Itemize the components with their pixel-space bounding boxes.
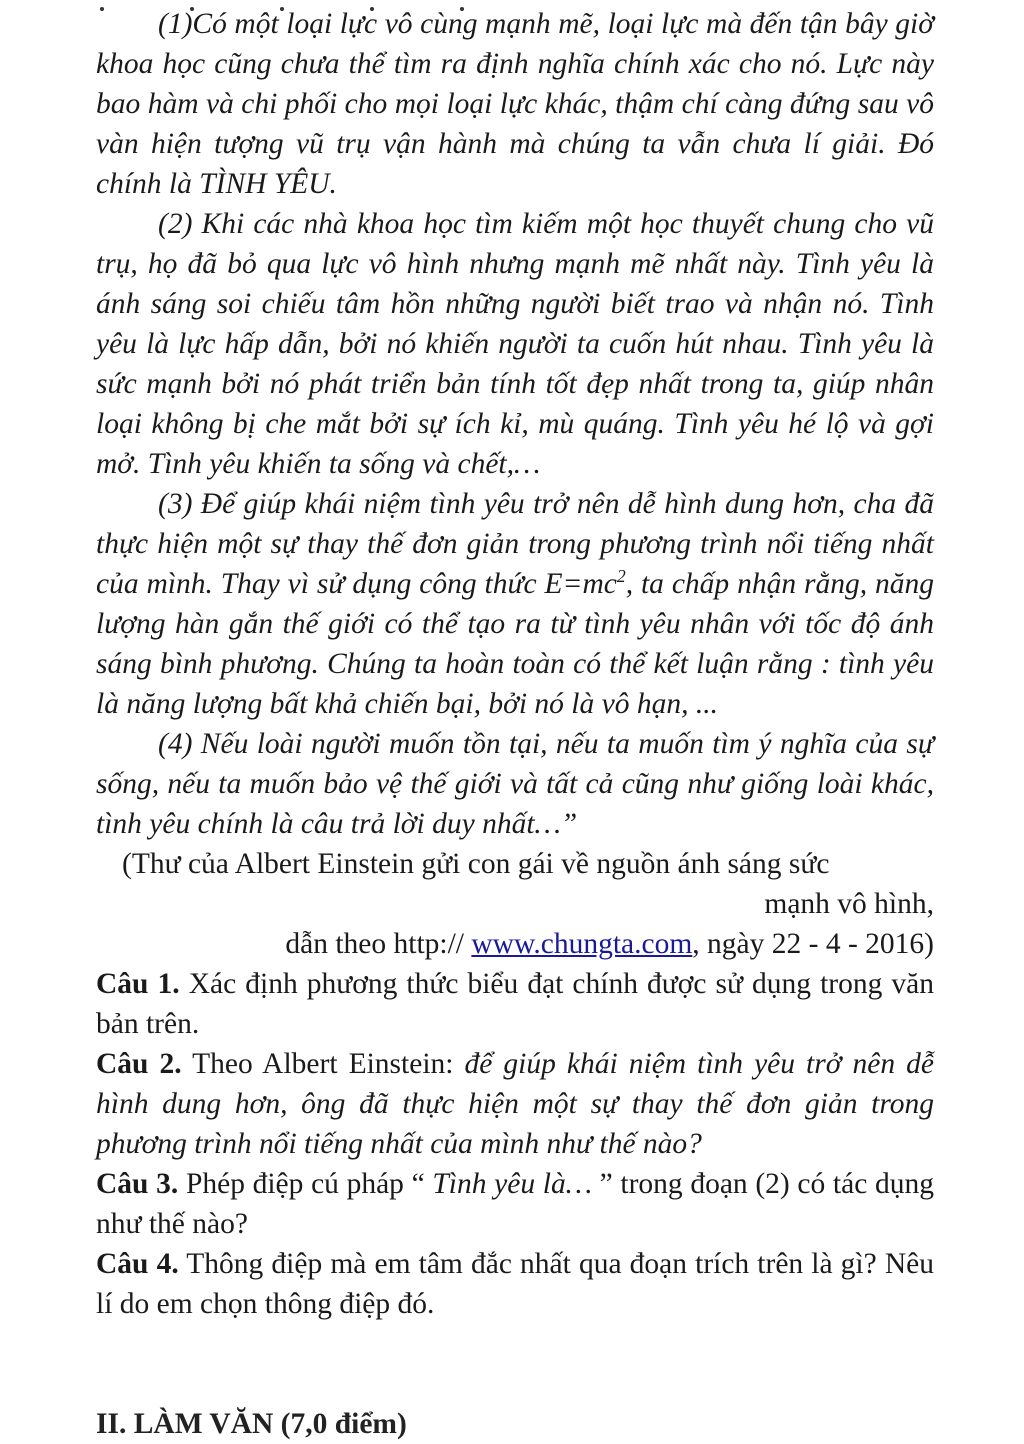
cut-off-bottom-heading: II. LÀM VĂN (7,0 điểm) [96,1408,407,1440]
question-2-quote: để giúp khái niệm tình yêu trở nên dễ hình dung hơn, ông đã thực hiện một sự thay thế đơn giản trong phương trình nổi tiếng nhất của mình như thế nào? [96,1048,935,1160]
formula-exponent: 2 [616,566,626,587]
question-3 [96,1164,934,1244]
question-3-quote: Tình yêu là… [432,1168,592,1200]
question-2 [96,1044,934,1164]
question-3-text-before: Phép điệp cú pháp “ [178,1168,433,1200]
question-2-text: Theo Albert Einstein: [181,1048,465,1080]
citation-line-1: (Thư của Albert Einstein gửi con gái về nguồn ánh sáng sức [122,848,830,880]
question-3-text-after: ” trong đoạn (2) có tác dụng như thế nào? [96,1168,934,1240]
question-2-label: Câu 2. [96,1048,182,1080]
source-citation [96,844,934,964]
citation-prefix: dẫn theo http:// [285,928,472,960]
paragraph-3-after-formula: , ta chấp nhận rằng, năng lượng hàn gắn thế giới có thể tạo ra từ tình yêu nhân với tốc độ ánh sáng bình phương. Chúng ta hoàn toàn có thể kết luận rằng : tình yêu là năng lượng bất khả chiến bại, bởi nó là vô hạn, ... [96,568,934,720]
question-3-label: Câu 3. [96,1168,179,1200]
question-1 [96,964,934,1044]
passage-paragraph-1: (1)Có một loại lực vô cùng mạnh mẽ, loại lực mà đến tận bây giờ khoa học cũng chưa thể tìm ra định nghĩa chính xác cho nó. Lực này bao hàm và chi phối cho mọi loại lực khác, thậm chí càng đứng sau vô vàn hiện tượng vũ trụ vận hành mà chúng ta vẫn chưa lí giải. Đó chính là TÌNH YÊU. [96,8,934,200]
question-4 [96,1244,934,1324]
citation-line-3 [96,924,934,964]
question-1-text: Xác định phương thức biểu đạt chính được sử dụng trong văn bản trên. [96,968,935,1040]
question-1-label: Câu 1. [96,968,180,1000]
question-4-label: Câu 4. [96,1248,179,1280]
source-link[interactable]: www.chungta.com [471,928,693,960]
paragraph-3-before-formula: (3) Để giúp khái niệm tình yêu trở nên dễ hình dung hơn, cha đã thực hiện một sự thay thế đơn giản trong phương trình nổi tiếng nhất của mình. Thay vì sử dụng công thức E=mc [96,488,934,600]
question-4-text: Thông điệp mà em tâm đắc nhất qua đoạn trích trên là gì? Nêu lí do em chọn thông điệp đó. [96,1248,934,1320]
citation-line-2: mạnh vô hình, [764,888,934,920]
citation-date: , ngày 22 - 4 - 2016) [692,928,934,960]
passage-paragraph-4: (4) Nếu loài người muốn tồn tại, nếu ta muốn tìm ý nghĩa của sự sống, nếu ta muốn bảo vệ thế giới và tất cả cũng như giống loài khác, tình yêu chính là câu trả lời duy nhất…” [96,728,934,840]
passage-paragraph-2: (2) Khi các nhà khoa học tìm kiếm một học thuyết chung cho vũ trụ, họ đã bỏ qua lực vô hình nhưng mạnh mẽ nhất này. Tình yêu là ánh sáng soi chiếu tâm hồn những người biết trao và nhận nó. Tình yêu là lực hấp dẫn, bởi nó khiến người ta cuốn hút nhau. Tình yêu là sức mạnh bởi nó phát triển bản tính tốt đẹp nhất trong ta, giúp nhân loại không bị che mắt bởi sự ích kỉ, mù quáng. Tình yêu hé lộ và gợi mở. Tình yêu khiến ta sống và chết,… [96,208,934,480]
document-page [96,0,934,1324]
passage-paragraph-3 [96,484,934,724]
